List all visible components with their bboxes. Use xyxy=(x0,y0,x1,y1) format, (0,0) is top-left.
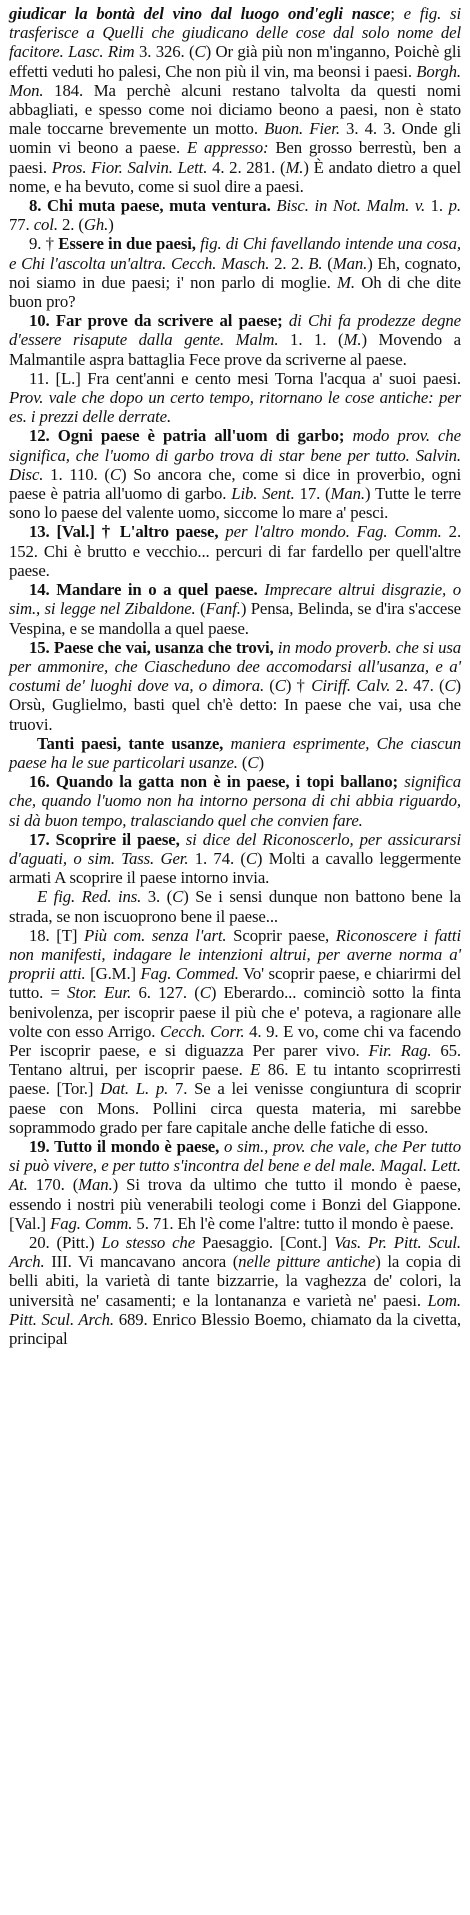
dictionary-entry xyxy=(9,1233,461,1348)
entry-text-segment: Più com. senza l'art. xyxy=(83,925,227,945)
entry-text-segment: Tanti paesi, tante usanze, xyxy=(37,733,224,753)
entry-text-segment: 19. Tutto il mondo è paese, xyxy=(29,1136,220,1156)
entry-text-segment: in modo proverb. che si usa per ammonire, che Ciascheduno dee accomodarsi all'usanza, e a' costumi de' luoghi dove va, o dimora. xyxy=(9,637,462,696)
entry-text-segment: C xyxy=(194,42,206,62)
entry-list xyxy=(9,4,461,1348)
entry-text-segment: ) Se i sensi dunque non battono bene la strada, se non iscuoprono bene il paese... xyxy=(9,887,461,926)
entry-text-segment: 10. Far prove da scrivere al paese; xyxy=(29,311,283,331)
entry-text-segment: significa che, quando l'uomo non ha intorno persona di chi abbia riguardo, si dà buon tempo, tralasciando quel che convien fare. xyxy=(9,772,461,830)
entry-text-segment: 15. Paese che vai, usanza che trovi, xyxy=(29,637,274,657)
entry-text-segment: 13. [Val.] † L'altro paese, xyxy=(29,522,219,542)
entry-text-segment: 17. ( xyxy=(294,484,331,504)
dictionary-entry xyxy=(9,638,461,734)
entry-text-segment: C xyxy=(199,983,211,1003)
entry-text-segment: Imprecare altrui disgrazie, o sim., si legge nel Zibaldone. xyxy=(9,580,462,619)
entry-text-segment: 4. 9. E vo, come chi va facendo Per iscoprir paese, e si diguazza Per parer vivo. xyxy=(9,1021,461,1060)
dictionary-entry xyxy=(9,830,461,888)
dictionary-entry xyxy=(9,311,461,369)
entry-text-segment: 12. Ogni paese è patria all'uom di garbo; xyxy=(29,426,345,446)
entry-text-segment: C xyxy=(444,676,456,696)
entry-text-segment: Man. xyxy=(78,1175,113,1195)
entry-text-segment: 689. Enrico Blessio Boemo, chiamato da la civetta, principal xyxy=(9,1309,461,1349)
entry-text-segment: III. Vi mancavano ancora ( xyxy=(44,1252,239,1272)
entry-text-segment: 5. 71. Eh l'è come l'altre: tutto il mondo è paese. xyxy=(132,1213,454,1233)
entry-text-segment: M. xyxy=(343,330,362,350)
entry-text-segment: 3. ( xyxy=(141,887,173,907)
entry-text-segment: 65. Tentano altrui, per iscoprir paese. xyxy=(9,1040,461,1080)
dictionary-entry xyxy=(9,522,461,580)
entry-text-segment: Scoprir paese, xyxy=(226,925,336,945)
entry-text-segment: Pros. Fior. Salvin. Lett. xyxy=(51,157,208,177)
entry-text-segment: 3. 326. ( xyxy=(134,42,195,62)
entry-text-segment: M. xyxy=(337,272,355,292)
entry-text-segment: ) Movendo a Malmantile aspra battaglia Fece prove da scriverne al paese. xyxy=(9,330,461,369)
entry-text-segment: 14. Mandare in o a quel paese. xyxy=(29,580,258,600)
entry-text-segment: Dat. L. p. xyxy=(100,1079,169,1099)
dictionary-entry xyxy=(9,734,461,772)
entry-text-segment: Bisc. in Not. Malm. v. xyxy=(276,196,426,216)
entry-text-segment: 16. Quando la gatta non è in paese, i topi ballano; xyxy=(29,772,399,792)
entry-text-segment: Essere in due paesi, xyxy=(58,234,196,254)
entry-text-segment: Fanf. xyxy=(205,599,241,619)
entry-text-segment: C xyxy=(172,887,184,907)
entry-text-segment: di Chi fa prodezze degne d'essere risapute dalla gente. Malm. xyxy=(9,311,462,350)
entry-text-segment: C xyxy=(245,848,257,868)
entry-text-segment: C xyxy=(274,676,286,696)
entry-text-segment: ) Orsù, Guglielmo, basti quel ch'è detto: In paese che vai, usa che truovi. xyxy=(9,676,461,734)
entry-text-segment: E appresso: xyxy=(186,138,269,158)
entry-text-segment: 11. [L.] Fra cent'anni e cento mesi Torna l'acqua a' suoi paesi. xyxy=(29,368,461,388)
entry-text-segment: modo prov. che significa, che l'uomo di garbo trova di star bene per tutto. Salvin. Disc. xyxy=(9,426,461,484)
entry-text-segment: o sim., prov. che vale, che Per tutto si può vivere, e per tutto s'incontra del bene e del male. Magal. Lett. At. xyxy=(9,1136,461,1195)
entry-text-segment: giudicar la bontà del vino dal luogo ond'egli nasce xyxy=(9,4,391,23)
entry-text-segment: Borgh. Mon. xyxy=(9,61,461,100)
entry-text-segment: 20. (Pitt.) xyxy=(29,1233,102,1252)
entry-text-segment: E xyxy=(250,1060,261,1080)
entry-text-segment: Cecch. Corr. xyxy=(160,1021,245,1041)
entry-text-segment: 2. 47. ( xyxy=(390,676,445,696)
entry-text-segment: 1. 74. ( xyxy=(188,848,246,868)
entry-text-segment: Buon. Fier. xyxy=(264,119,340,139)
entry-text-segment: C xyxy=(109,464,121,484)
entry-text-segment: fig. di Chi favellando intende una cosa, e Chi l'ascolta un'altra. Cecch. Masch. xyxy=(9,234,461,273)
dictionary-entry xyxy=(9,369,461,427)
entry-text-segment: Fir. Rag. xyxy=(368,1040,432,1060)
entry-text-segment: 1. xyxy=(425,196,449,216)
entry-text-segment: 86. E tu intanto scoprirresti paese. [Tor.] xyxy=(9,1060,461,1099)
entry-text-segment: 7. Se a lei venisse congiuntura di scoprir paese con Mons. Pollini circa questa materia, mi sarebbe soprammodo grado per fare capitale anche delle fatiche di esso. xyxy=(9,1079,461,1137)
dictionary-entry xyxy=(9,4,461,196)
dictionary-entry xyxy=(9,887,461,925)
entry-text-segment: Fag. Commed. xyxy=(140,964,239,984)
dictionary-entry xyxy=(9,580,461,638)
entry-text-segment: Ciriff. Calv. xyxy=(311,676,391,696)
entry-text-segment: Stor. Eur. xyxy=(67,983,132,1003)
entry-text-segment: Lib. Sent. xyxy=(231,484,295,504)
entry-text-segment xyxy=(223,734,230,753)
entry-text-segment: Paesaggio. [Cont.] xyxy=(195,1233,335,1252)
entry-text-segment: Man. xyxy=(332,253,368,273)
entry-text-segment: ( xyxy=(195,599,206,619)
entry-text-segment: nelle pitture antiche xyxy=(238,1252,376,1272)
entry-text-segment: ) È andato dietro a quel nome, e ha bevuto, come si suol dire a paesi. xyxy=(9,157,461,196)
entry-text-segment: Riconoscere i fatti non manifesti, indagare le intenzioni altrui, per averne norma a' proprii atti. xyxy=(9,925,461,984)
entry-text-segment: ) Si trova da ultimo che tutto il mondo è paese, essendo i nostri più venerabili teologi come i Bonzi del Giappone. [Val.] xyxy=(9,1175,461,1233)
entry-text-segment: e fig. si trasferisce a Quelli che giudicano delle cose dal solo nome del facitore. Lasc. Rim xyxy=(9,4,461,62)
entry-text-segment: 1. 1. ( xyxy=(278,330,344,350)
dictionary-entry xyxy=(9,772,461,830)
entry-text-segment: 2. ( xyxy=(57,215,84,235)
entry-text-segment: M. xyxy=(285,157,304,177)
entry-text-segment: 17. Scoprire il paese, xyxy=(29,829,180,849)
dictionary-entry xyxy=(9,234,461,311)
entry-text-segment: ) xyxy=(258,752,264,772)
entry-text-segment: Ben grosso berrestù, ben a paesi. xyxy=(9,138,461,177)
entry-text-segment: ) Tutte le terre sono lo paese del valente uomo, siccome lo mare a' pesci. xyxy=(9,484,461,523)
entry-text-segment: ) Or già più non m'inganno, Poichè gli effetti veduti ho palesi, Che non più il vin, ma beonsi i paesi. xyxy=(9,42,461,81)
entry-text-segment: Lo stesso che xyxy=(101,1233,196,1252)
entry-text-segment: Gh. xyxy=(83,215,109,235)
entry-text-segment: 6. 127. ( xyxy=(131,983,200,1003)
dictionary-entry xyxy=(9,196,461,234)
entry-text-segment: Lom. Pitt. Scul. Arch. xyxy=(9,1290,461,1329)
entry-text-segment: Vas. Pr. Pitt. Scul. Arch. xyxy=(9,1233,462,1272)
entry-text-segment: 77. xyxy=(9,215,34,235)
entry-text-segment: 9. † xyxy=(29,234,59,254)
entry-text-segment: ) Eberardo... cominciò sotto la finta benivolenza, per iscoprir paese il più che e' poteva, a ragionare alle volte con esso Arrigo. xyxy=(9,983,461,1041)
entry-text-segment: Oh di che dite buon pro? xyxy=(9,272,461,312)
entry-text-segment: 8. Chi muta paese, muta ventura. xyxy=(29,196,271,216)
entry-text-segment: ) la copia di belli abiti, la varietà di tante bizzarrie, la vaghezza de' colori, la università ne' casamenti; e la lontananza e varietà ne' paesi. xyxy=(9,1252,461,1310)
dictionary-entry xyxy=(9,926,461,1137)
entry-text-segment: ( xyxy=(322,253,333,273)
entry-text-segment: ; xyxy=(390,4,404,23)
entry-text-segment: 2. 2. xyxy=(269,253,309,273)
entry-text-segment: [G.M.] xyxy=(85,964,141,984)
entry-text-segment: maniera esprimente, Che ciascun paese ha le sue particolari usanze. xyxy=(9,733,461,772)
entry-text-segment: col. xyxy=(33,215,58,235)
entry-text-segment: 2. 152. Chi è brutto e vecchio... percuri di far fardello per quell'altre paese. xyxy=(9,522,462,580)
entry-text-segment: Vo' scoprir paese, e chiarirmi del tutto. = xyxy=(9,964,461,1003)
entry-text-segment: E fig. Red. ins. xyxy=(37,887,142,907)
entry-text-segment: si dice del Riconoscerlo, per assicurarsi d'aguati, o sim. Tass. Ger. xyxy=(9,829,461,868)
entry-text-segment: 3. 4. 3. Onde gli uomin vi beono a paese. xyxy=(9,119,461,158)
entry-text-segment: 1. 110. ( xyxy=(43,464,110,484)
entry-text-segment: p. xyxy=(448,196,462,216)
entry-text-segment: 18. [T] xyxy=(29,925,84,945)
entry-text-segment: per l'altro mondo. Fag. Comm. xyxy=(225,522,442,542)
entry-text-segment: Prov. vale che dopo un certo tempo, ritornano le cose antiche: per es. i prezzi delle derrate. xyxy=(9,388,461,427)
entry-text-segment: ) So ancora che, come si dice in proverbio, ogni paese è patria all'uomo di garbo. xyxy=(9,464,461,504)
entry-text-segment: ( xyxy=(264,676,275,696)
entry-text-segment: Fag. Comm. xyxy=(50,1213,133,1233)
entry-text-segment: ( xyxy=(237,752,248,772)
dictionary-entry xyxy=(9,426,461,522)
entry-text-segment: 170. ( xyxy=(27,1175,79,1195)
entry-text-segment: C xyxy=(247,752,259,772)
entry-text-segment: ) Eh, cognato, noi siamo in due paesi; i' non parlo di moglie. xyxy=(9,253,461,292)
entry-text-segment: ) † xyxy=(285,676,312,696)
dictionary-entry xyxy=(9,1137,461,1233)
entry-text-segment: ) xyxy=(108,215,114,235)
entry-text-segment: Man. xyxy=(330,484,365,504)
entry-text-segment: 4. 2. 281. ( xyxy=(207,157,286,177)
entry-text-segment: ) Molti a cavallo leggermente armati A scoprire il paese intorno invia. xyxy=(9,848,461,888)
entry-text-segment: 184. Ma perchè alcuni restano talvolta da questi nomi abbagliati, e spesso come noi diciamo beono a paesi, non è stato male toccarne brevemente un motto. xyxy=(9,80,461,139)
entry-text-segment: B. xyxy=(308,253,323,273)
entry-text-segment: ) Pensa, Belinda, se d'ira s'accese Vespina, e se mandolla a quel paese. xyxy=(9,599,461,638)
